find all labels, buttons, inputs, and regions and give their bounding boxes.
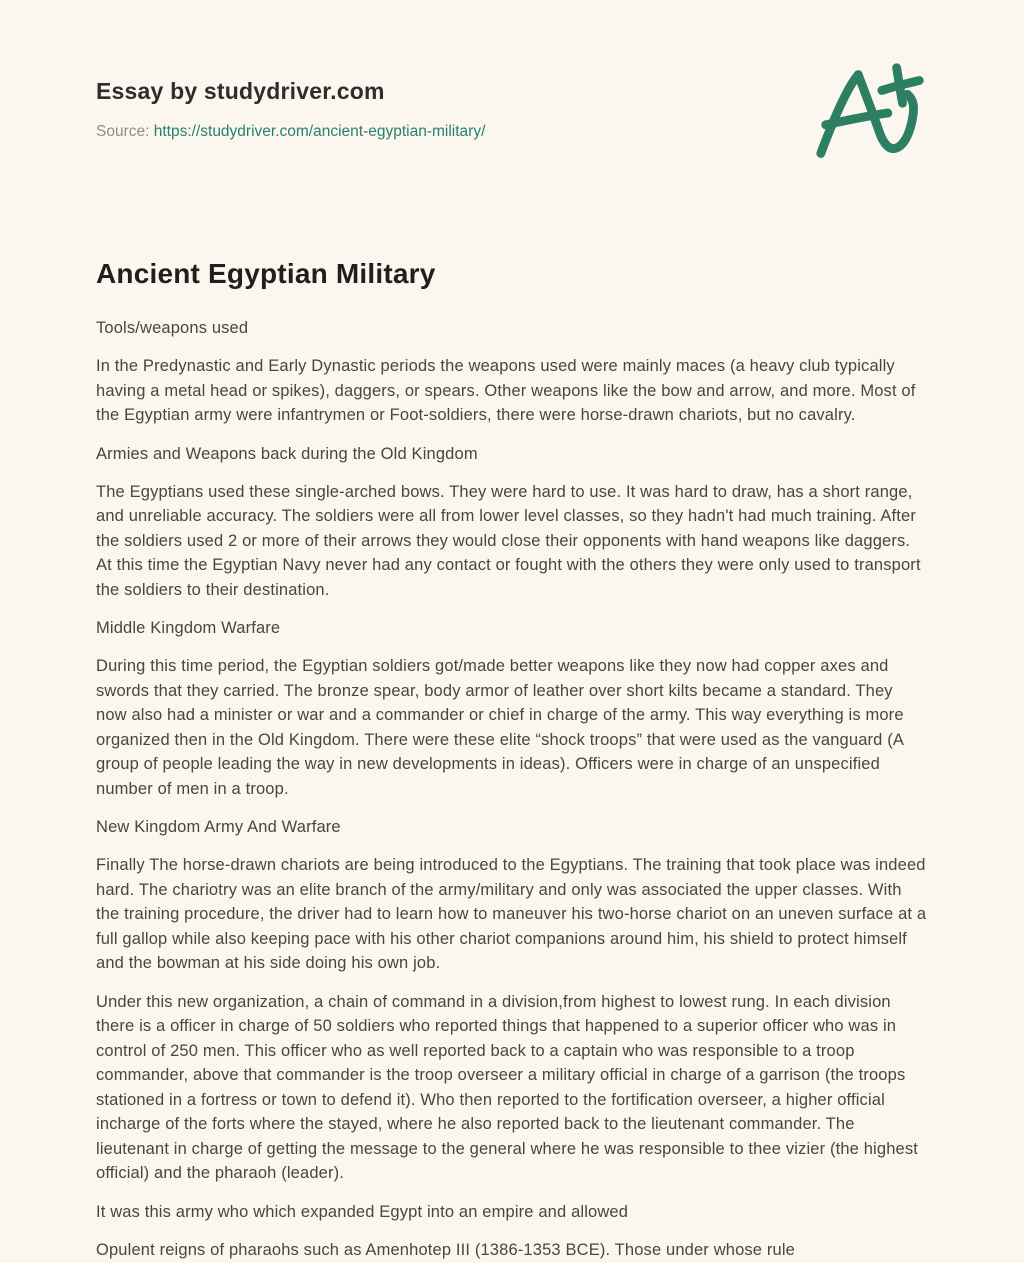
- paragraph: In the Predynastic and Early Dynastic periods the weapons used were mainly maces (a heavy club typically having a metal head or spikes), daggers, or spears. Other weapons like the bow and arrow, and more. Most of the Egyptian army were infantrymen or Foot-soldiers, there were horse-drawn chariots, but no cavalry.: [96, 357, 916, 424]
- document-header: [96, 76, 928, 142]
- site-title: Essay by studydriver.com: [96, 78, 385, 104]
- source-url-link[interactable]: https://studydriver.com/ancient-egyptian-military/: [153, 123, 486, 140]
- paragraph: Finally The horse-drawn chariots are being introduced to the Egyptians. The training that took place was indeed hard. The chariotry was an elite branch of the army/military and only was associated the upper classes. With the training procedure, the driver had to learn how to maneuver his two-horse chariot on an uneven surface at a full gallop while also keeping pace with his other chariot companions around him, his shield to protect himself and the bowman at his side doing his own job.: [96, 856, 927, 972]
- section-heading-old-kingdom: Armies and Weapons back during the Old Kingdom: [96, 444, 478, 463]
- paragraph: Opulent reigns of pharaohs such as Amenhotep III (1386-1353 BCE). Those under whose rule: [96, 1241, 795, 1259]
- section-heading-middle-kingdom: Middle Kingdom Warfare: [96, 619, 281, 637]
- paragraph: During this time period, the Egyptian soldiers got/made better weapons like they now had copper axes and swords that they carried. The bronze spear, body armor of leather over short kilts became a standard. They now also had a minister or war and a commander or chief in charge of the army. This way everything is more organized then in the Old Kingdom. There were these elite “shock troops” that were used as the vanguard (A group of people leading the way in new developments in ideas). Officers were in charge of an unspecified number of men in a troop.: [96, 657, 904, 798]
- source-label: Source:: [96, 123, 150, 140]
- section-heading-tools-weapons: Tools/weapons used: [96, 319, 249, 337]
- paragraph: It was this army who which expanded Egypt into an empire and allowed: [96, 1202, 629, 1221]
- paragraph: The Egyptians used these single-arched bows. They were hard to use. It was hard to draw, has a short range, and unreliable accuracy. The soldiers were all from lower level classes, so they hadn't had much training. After the soldiers used 2 or more of their arrows they would close their opponents with hand weapons like daggers. At this time the Egyptian Navy never had any contact or fought with the others they were only used to transport the soldiers to their destination.: [96, 482, 921, 599]
- section-heading-new-kingdom: New Kingdom Army And Warfare: [96, 818, 341, 836]
- a-plus-logo-icon: [804, 52, 942, 180]
- article-title: Ancient Egyptian Military: [96, 258, 436, 289]
- paragraph: Under this new organization, a chain of command in a division,from highest to lowest rung. In each division there is a officer in charge of 50 soldiers who reported things that happened to a superior officer who was in control of 250 men. This officer who as well reported back to a captain who was responsible to a troop commander, above that commander is the troop overseer a military official in charge of a garrison (the troops stationed in a fortress or town to defend it). Who then reported to the fortification overseer, a higher official incharge of the forts where the stayed, where he also reported back to the lieutenant commander. The lieutenant in charge of getting the message to the general where he was responsible to thee vizier (the highest official) and the pharaoh (leader).: [96, 992, 918, 1182]
